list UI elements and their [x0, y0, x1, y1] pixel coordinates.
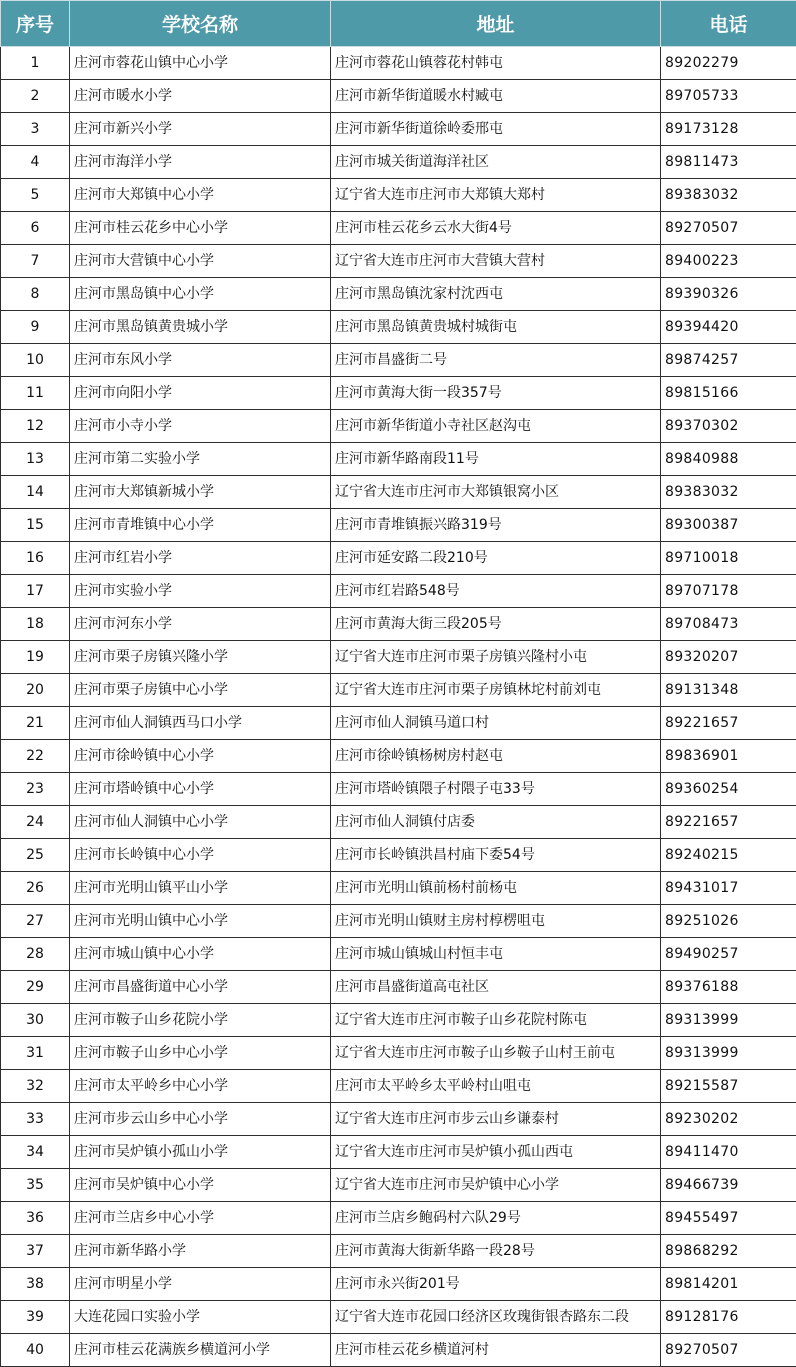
cell-no: 8: [1, 278, 70, 311]
header-row: [1, 1, 796, 47]
cell-school-name: 庄河市大郑镇中心小学: [70, 179, 331, 212]
cell-no: 32: [1, 1070, 70, 1103]
table-row: [1, 1334, 796, 1367]
cell-no: 24: [1, 806, 70, 839]
cell-no: 36: [1, 1202, 70, 1235]
cell-school-name: 庄河市实验小学: [70, 575, 331, 608]
cell-school-name: 庄河市栗子房镇中心小学: [70, 674, 331, 707]
cell-phone: 89313999: [661, 1004, 796, 1037]
table-row: [1, 542, 796, 575]
table-row: [1, 410, 796, 443]
cell-phone: 89390326: [661, 278, 796, 311]
cell-phone: 89383032: [661, 476, 796, 509]
cell-address: 庄河市徐岭镇杨树房村赵屯: [331, 740, 661, 773]
table-row: [1, 344, 796, 377]
cell-phone: 89230202: [661, 1103, 796, 1136]
cell-no: 25: [1, 839, 70, 872]
table-row: [1, 641, 796, 674]
cell-no: 34: [1, 1136, 70, 1169]
table-row: [1, 872, 796, 905]
cell-phone: 89705733: [661, 80, 796, 113]
cell-phone: 89173128: [661, 113, 796, 146]
cell-address: 辽宁省大连市庄河市大郑镇银窝小区: [331, 476, 661, 509]
cell-no: 21: [1, 707, 70, 740]
table-row: [1, 1004, 796, 1037]
table-row: [1, 806, 796, 839]
cell-no: 20: [1, 674, 70, 707]
cell-no: 7: [1, 245, 70, 278]
cell-address: 庄河市新华街道徐岭委邢屯: [331, 113, 661, 146]
cell-school-name: 庄河市鞍子山乡花院小学: [70, 1004, 331, 1037]
cell-school-name: 庄河市东风小学: [70, 344, 331, 377]
table-row: [1, 575, 796, 608]
cell-phone: 89300387: [661, 509, 796, 542]
cell-address: 庄河市永兴街201号: [331, 1268, 661, 1301]
cell-school-name: 庄河市河东小学: [70, 608, 331, 641]
cell-no: 9: [1, 311, 70, 344]
table-row: [1, 608, 796, 641]
cell-school-name: 庄河市栗子房镇兴隆小学: [70, 641, 331, 674]
table-row: [1, 839, 796, 872]
table-row: [1, 773, 796, 806]
table-row: [1, 971, 796, 1004]
table-row: [1, 80, 796, 113]
cell-phone: 89466739: [661, 1169, 796, 1202]
cell-no: 35: [1, 1169, 70, 1202]
cell-school-name: 庄河市小寺小学: [70, 410, 331, 443]
cell-address: 庄河市仙人洞镇付店委: [331, 806, 661, 839]
cell-address: 庄河市黑岛镇沈家村沈西屯: [331, 278, 661, 311]
cell-address: 庄河市新华街道暖水村臧屯: [331, 80, 661, 113]
header-phone: 电话: [661, 1, 796, 47]
cell-address: 庄河市延安路二段210号: [331, 542, 661, 575]
cell-address: 辽宁省大连市庄河市鞍子山乡鞍子山村王前屯: [331, 1037, 661, 1070]
cell-phone: 89394420: [661, 311, 796, 344]
cell-no: 15: [1, 509, 70, 542]
table-row: [1, 740, 796, 773]
cell-address: 庄河市塔岭镇隈子村隈子屯33号: [331, 773, 661, 806]
cell-phone: 89131348: [661, 674, 796, 707]
table-row: [1, 212, 796, 245]
cell-school-name: 庄河市长岭镇中心小学: [70, 839, 331, 872]
table-row: [1, 905, 796, 938]
table-body: [1, 47, 796, 1367]
cell-address: 庄河市新华街道小寺社区赵沟屯: [331, 410, 661, 443]
cell-address: 辽宁省大连市庄河市大营镇大营村: [331, 245, 661, 278]
cell-school-name: 庄河市昌盛街道中心小学: [70, 971, 331, 1004]
table-row: [1, 707, 796, 740]
cell-address: 庄河市太平岭乡太平岭村山咀屯: [331, 1070, 661, 1103]
cell-no: 16: [1, 542, 70, 575]
table-row: [1, 1268, 796, 1301]
table-row: [1, 1103, 796, 1136]
cell-phone: 89840988: [661, 443, 796, 476]
cell-no: 26: [1, 872, 70, 905]
cell-school-name: 庄河市黑岛镇黄贵城小学: [70, 311, 331, 344]
cell-phone: 89874257: [661, 344, 796, 377]
cell-address: 庄河市光明山镇财主房村椁楞咀屯: [331, 905, 661, 938]
cell-no: 14: [1, 476, 70, 509]
header-name: 学校名称: [70, 1, 331, 47]
cell-phone: 89836901: [661, 740, 796, 773]
cell-no: 39: [1, 1301, 70, 1334]
table-row: [1, 509, 796, 542]
cell-school-name: 庄河市太平岭乡中心小学: [70, 1070, 331, 1103]
cell-address: 庄河市青堆镇振兴路319号: [331, 509, 661, 542]
cell-school-name: 庄河市光明山镇中心小学: [70, 905, 331, 938]
cell-address: 庄河市仙人洞镇马道口村: [331, 707, 661, 740]
cell-no: 33: [1, 1103, 70, 1136]
cell-no: 29: [1, 971, 70, 1004]
table-row: [1, 1070, 796, 1103]
table-row: [1, 1037, 796, 1070]
cell-no: 19: [1, 641, 70, 674]
cell-school-name: 庄河市黑岛镇中心小学: [70, 278, 331, 311]
table-row: [1, 1202, 796, 1235]
cell-address: 庄河市光明山镇前杨村前杨屯: [331, 872, 661, 905]
cell-phone: 89708473: [661, 608, 796, 641]
cell-school-name: 庄河市塔岭镇中心小学: [70, 773, 331, 806]
cell-no: 11: [1, 377, 70, 410]
cell-no: 18: [1, 608, 70, 641]
cell-no: 5: [1, 179, 70, 212]
cell-school-name: 庄河市仙人洞镇中心小学: [70, 806, 331, 839]
cell-phone: 89202279: [661, 47, 796, 80]
cell-address: 庄河市黄海大街三段205号: [331, 608, 661, 641]
cell-school-name: 庄河市仙人洞镇西马口小学: [70, 707, 331, 740]
table-row: [1, 146, 796, 179]
cell-no: 31: [1, 1037, 70, 1070]
cell-school-name: 庄河市红岩小学: [70, 542, 331, 575]
cell-address: 庄河市长岭镇洪昌村庙下委54号: [331, 839, 661, 872]
cell-school-name: 庄河市桂云花乡中心小学: [70, 212, 331, 245]
cell-school-name: 庄河市吴炉镇小孤山小学: [70, 1136, 331, 1169]
cell-no: 3: [1, 113, 70, 146]
cell-address: 庄河市桂云花乡横道河村: [331, 1334, 661, 1367]
cell-address: 庄河市黑岛镇黄贵城村城街屯: [331, 311, 661, 344]
cell-phone: 89128176: [661, 1301, 796, 1334]
cell-address: 庄河市昌盛街道高屯社区: [331, 971, 661, 1004]
cell-address: 庄河市城山镇城山村恒丰屯: [331, 938, 661, 971]
cell-address: 辽宁省大连市花园口经济区玫瑰街银杏路东二段: [331, 1301, 661, 1334]
cell-no: 28: [1, 938, 70, 971]
cell-no: 1: [1, 47, 70, 80]
cell-no: 4: [1, 146, 70, 179]
cell-address: 辽宁省大连市庄河市栗子房镇兴隆村小屯: [331, 641, 661, 674]
cell-phone: 89411470: [661, 1136, 796, 1169]
cell-no: 23: [1, 773, 70, 806]
cell-school-name: 庄河市大郑镇新城小学: [70, 476, 331, 509]
cell-school-name: 庄河市步云山乡中心小学: [70, 1103, 331, 1136]
table-row: [1, 47, 796, 80]
cell-phone: 89455497: [661, 1202, 796, 1235]
cell-phone: 89376188: [661, 971, 796, 1004]
cell-phone: 89313999: [661, 1037, 796, 1070]
cell-phone: 89400223: [661, 245, 796, 278]
cell-school-name: 庄河市海洋小学: [70, 146, 331, 179]
cell-address: 庄河市昌盛街二号: [331, 344, 661, 377]
cell-phone: 89215587: [661, 1070, 796, 1103]
cell-school-name: 庄河市城山镇中心小学: [70, 938, 331, 971]
table-row: [1, 245, 796, 278]
table-row: [1, 377, 796, 410]
table-row: [1, 179, 796, 212]
cell-phone: 89360254: [661, 773, 796, 806]
cell-address: 辽宁省大连市庄河市吴炉镇中心小学: [331, 1169, 661, 1202]
cell-school-name: 庄河市徐岭镇中心小学: [70, 740, 331, 773]
cell-school-name: 庄河市兰店乡中心小学: [70, 1202, 331, 1235]
cell-phone: 89815166: [661, 377, 796, 410]
cell-phone: 89320207: [661, 641, 796, 674]
cell-no: 10: [1, 344, 70, 377]
table-row: [1, 311, 796, 344]
table-row: [1, 1169, 796, 1202]
cell-school-name: 庄河市新华路小学: [70, 1235, 331, 1268]
table-row: [1, 1301, 796, 1334]
cell-school-name: 庄河市大营镇中心小学: [70, 245, 331, 278]
cell-address: 辽宁省大连市庄河市吴炉镇小孤山西屯: [331, 1136, 661, 1169]
cell-address: 庄河市兰店乡鲍码村六队29号: [331, 1202, 661, 1235]
cell-school-name: 庄河市新兴小学: [70, 113, 331, 146]
cell-address: 庄河市新华路南段11号: [331, 443, 661, 476]
cell-no: 6: [1, 212, 70, 245]
cell-address: 庄河市黄海大街一段357号: [331, 377, 661, 410]
cell-school-name: 庄河市暖水小学: [70, 80, 331, 113]
cell-no: 22: [1, 740, 70, 773]
cell-phone: 89383032: [661, 179, 796, 212]
cell-school-name: 庄河市第二实验小学: [70, 443, 331, 476]
cell-phone: 89490257: [661, 938, 796, 971]
cell-no: 12: [1, 410, 70, 443]
cell-phone: 89270507: [661, 212, 796, 245]
table-row: [1, 1136, 796, 1169]
table-row: [1, 476, 796, 509]
cell-phone: 89370302: [661, 410, 796, 443]
cell-no: 37: [1, 1235, 70, 1268]
cell-school-name: 庄河市明星小学: [70, 1268, 331, 1301]
cell-no: 30: [1, 1004, 70, 1037]
cell-phone: 89221657: [661, 806, 796, 839]
cell-no: 13: [1, 443, 70, 476]
cell-phone: 89431017: [661, 872, 796, 905]
cell-school-name: 庄河市蓉花山镇中心小学: [70, 47, 331, 80]
cell-school-name: 庄河市吴炉镇中心小学: [70, 1169, 331, 1202]
cell-address: 庄河市桂云花乡云水大街4号: [331, 212, 661, 245]
cell-phone: 89240215: [661, 839, 796, 872]
table-row: [1, 113, 796, 146]
cell-address: 庄河市黄海大街新华路一段28号: [331, 1235, 661, 1268]
cell-school-name: 大连花园口实验小学: [70, 1301, 331, 1334]
cell-no: 38: [1, 1268, 70, 1301]
cell-phone: 89868292: [661, 1235, 796, 1268]
cell-school-name: 庄河市鞍子山乡中心小学: [70, 1037, 331, 1070]
cell-address: 辽宁省大连市庄河市步云山乡谦泰村: [331, 1103, 661, 1136]
cell-phone: 89710018: [661, 542, 796, 575]
cell-school-name: 庄河市桂云花满族乡横道河小学: [70, 1334, 331, 1367]
cell-phone: 89814201: [661, 1268, 796, 1301]
header-address: 地址: [331, 1, 661, 47]
table-row: [1, 278, 796, 311]
cell-no: 2: [1, 80, 70, 113]
cell-address: 辽宁省大连市庄河市栗子房镇林坨村前刘屯: [331, 674, 661, 707]
header-no: 序号: [1, 1, 70, 47]
cell-address: 辽宁省大连市庄河市鞍子山乡花院村陈屯: [331, 1004, 661, 1037]
cell-phone: 89251026: [661, 905, 796, 938]
cell-phone: 89270507: [661, 1334, 796, 1367]
cell-school-name: 庄河市向阳小学: [70, 377, 331, 410]
cell-address: 辽宁省大连市庄河市大郑镇大郑村: [331, 179, 661, 212]
cell-address: 庄河市城关街道海洋社区: [331, 146, 661, 179]
cell-phone: 89707178: [661, 575, 796, 608]
cell-no: 27: [1, 905, 70, 938]
cell-school-name: 庄河市青堆镇中心小学: [70, 509, 331, 542]
cell-address: 庄河市红岩路548号: [331, 575, 661, 608]
table-row: [1, 1235, 796, 1268]
table-row: [1, 938, 796, 971]
cell-address: 庄河市蓉花山镇蓉花村韩屯: [331, 47, 661, 80]
cell-phone: 89221657: [661, 707, 796, 740]
table-row: [1, 674, 796, 707]
cell-no: 17: [1, 575, 70, 608]
cell-phone: 89811473: [661, 146, 796, 179]
cell-school-name: 庄河市光明山镇平山小学: [70, 872, 331, 905]
table-row: [1, 443, 796, 476]
cell-no: 40: [1, 1334, 70, 1367]
